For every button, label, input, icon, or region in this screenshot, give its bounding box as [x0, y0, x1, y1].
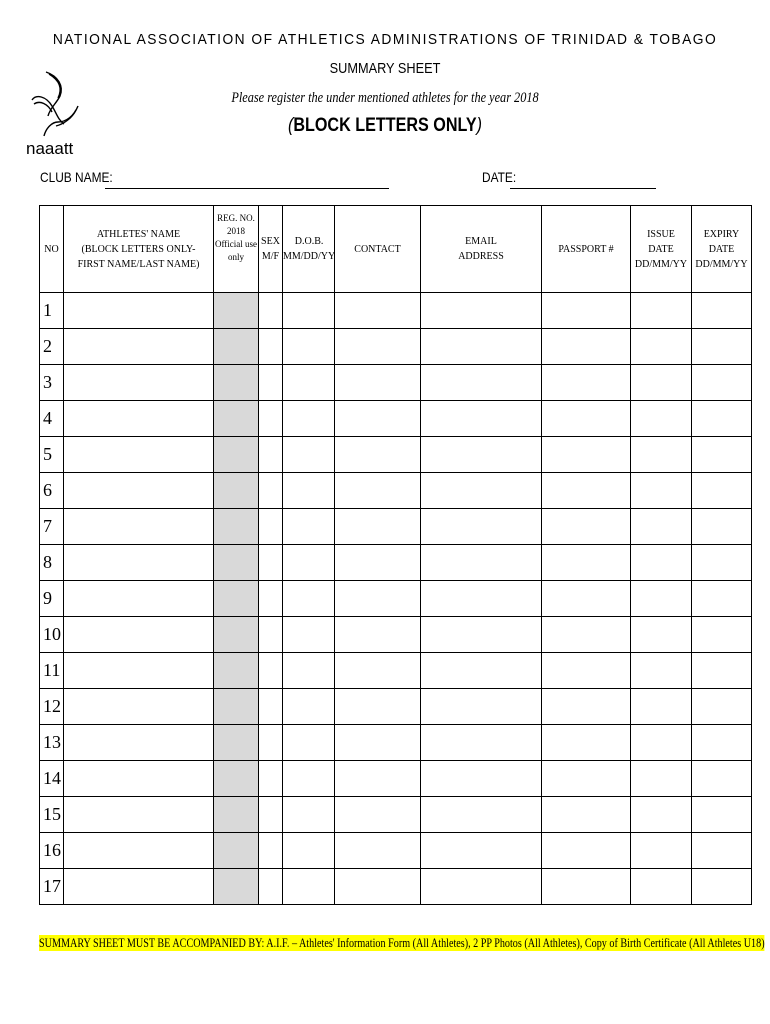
- sex-cell[interactable]: [259, 581, 283, 617]
- reg-no-cell: [214, 725, 259, 761]
- row-number: 10: [40, 617, 64, 653]
- email-cell[interactable]: [421, 725, 542, 761]
- reg-no-cell: [214, 761, 259, 797]
- contact-cell[interactable]: [335, 653, 421, 689]
- header-issue-date-text: ISSUE DATE DD/MM/YY: [634, 228, 688, 270]
- reg-no-cell: [214, 545, 259, 581]
- passport-cell[interactable]: [542, 293, 631, 329]
- contact-cell[interactable]: [335, 509, 421, 545]
- issue-date-cell[interactable]: [631, 869, 692, 905]
- expiry-date-cell[interactable]: [692, 545, 752, 581]
- email-cell[interactable]: [421, 293, 542, 329]
- dob-cell[interactable]: [283, 509, 335, 545]
- contact-cell[interactable]: [335, 797, 421, 833]
- contact-cell[interactable]: [335, 581, 421, 617]
- header-reg-no: [214, 206, 259, 293]
- issue-date-cell[interactable]: [631, 545, 692, 581]
- email-cell[interactable]: [421, 761, 542, 797]
- table-row: [40, 761, 752, 797]
- reg-no-cell: [214, 869, 259, 905]
- contact-cell[interactable]: [335, 833, 421, 869]
- row-number: 15: [40, 797, 64, 833]
- expiry-date-cell[interactable]: [692, 653, 752, 689]
- email-cell[interactable]: [421, 869, 542, 905]
- passport-cell[interactable]: [542, 761, 631, 797]
- issue-date-cell[interactable]: [631, 725, 692, 761]
- sex-cell[interactable]: [259, 869, 283, 905]
- athlete-name-cell[interactable]: [64, 509, 214, 545]
- email-cell[interactable]: [421, 797, 542, 833]
- email-cell[interactable]: [421, 401, 542, 437]
- issue-date-cell[interactable]: [631, 617, 692, 653]
- contact-cell[interactable]: [335, 473, 421, 509]
- passport-cell[interactable]: [542, 725, 631, 761]
- roster-body: [40, 293, 752, 905]
- issue-date-cell[interactable]: [631, 437, 692, 473]
- contact-cell[interactable]: [335, 437, 421, 473]
- email-cell[interactable]: [421, 581, 542, 617]
- expiry-date-cell[interactable]: [692, 833, 752, 869]
- passport-cell[interactable]: [542, 653, 631, 689]
- table-row: [40, 725, 752, 761]
- row-number: 6: [40, 473, 64, 509]
- contact-cell[interactable]: [335, 365, 421, 401]
- athlete-name-cell[interactable]: [64, 689, 214, 725]
- header-email-text: EMAIL ADDRESS: [458, 236, 504, 262]
- reg-no-cell: [214, 797, 259, 833]
- athlete-name-cell[interactable]: [64, 725, 214, 761]
- sex-cell[interactable]: [259, 617, 283, 653]
- expiry-date-cell[interactable]: [692, 869, 752, 905]
- header-passport-text: PASSPORT #: [558, 243, 614, 255]
- dob-cell[interactable]: [283, 833, 335, 869]
- dob-cell[interactable]: [283, 617, 335, 653]
- registration-instruction: Please register the under mentioned athletes for the year 2018: [231, 90, 539, 106]
- sex-cell[interactable]: [259, 293, 283, 329]
- table-row: [40, 869, 752, 905]
- table-row: [40, 617, 752, 653]
- athlete-name-cell[interactable]: [64, 545, 214, 581]
- expiry-date-cell[interactable]: [692, 761, 752, 797]
- reg-no-cell: [214, 401, 259, 437]
- table-row: [40, 329, 752, 365]
- sex-cell[interactable]: [259, 509, 283, 545]
- sex-cell[interactable]: [259, 725, 283, 761]
- passport-cell[interactable]: [542, 689, 631, 725]
- sex-cell[interactable]: [259, 401, 283, 437]
- athlete-name-cell[interactable]: [64, 797, 214, 833]
- sex-cell[interactable]: [259, 365, 283, 401]
- row-number: 8: [40, 545, 64, 581]
- email-cell[interactable]: [421, 545, 542, 581]
- sex-cell[interactable]: [259, 797, 283, 833]
- sheet-title: SUMMARY SHEET: [329, 60, 441, 77]
- table-row: [40, 545, 752, 581]
- sex-cell[interactable]: [259, 545, 283, 581]
- expiry-date-cell[interactable]: [692, 401, 752, 437]
- email-cell[interactable]: [421, 689, 542, 725]
- row-number: 16: [40, 833, 64, 869]
- issue-date-cell[interactable]: [631, 365, 692, 401]
- reg-no-cell: [214, 833, 259, 869]
- expiry-date-cell[interactable]: [692, 329, 752, 365]
- contact-cell[interactable]: [335, 725, 421, 761]
- dob-cell[interactable]: [283, 581, 335, 617]
- dob-cell[interactable]: [283, 653, 335, 689]
- passport-cell[interactable]: [542, 401, 631, 437]
- expiry-date-cell[interactable]: [692, 725, 752, 761]
- row-number: 12: [40, 689, 64, 725]
- header-reg-no-text: REG. NO. 2018 Official use only: [214, 213, 258, 262]
- date-label: DATE:: [482, 169, 517, 185]
- sex-cell[interactable]: [259, 653, 283, 689]
- row-number: 7: [40, 509, 64, 545]
- block-letters-note: [58, 115, 713, 137]
- reg-no-cell: [214, 689, 259, 725]
- passport-cell[interactable]: [542, 869, 631, 905]
- expiry-date-cell[interactable]: [692, 689, 752, 725]
- expiry-date-cell[interactable]: [692, 473, 752, 509]
- header-contact-text: CONTACT: [354, 243, 401, 255]
- header-expiry-date: [692, 206, 752, 293]
- email-cell[interactable]: [421, 329, 542, 365]
- sex-cell[interactable]: [259, 437, 283, 473]
- email-cell[interactable]: [421, 653, 542, 689]
- sex-cell[interactable]: [259, 329, 283, 365]
- passport-cell[interactable]: [542, 581, 631, 617]
- header-contact: [335, 206, 421, 293]
- expiry-date-cell[interactable]: [692, 581, 752, 617]
- contact-cell[interactable]: [335, 689, 421, 725]
- contact-cell[interactable]: [335, 545, 421, 581]
- header-passport: [542, 206, 631, 293]
- dob-cell[interactable]: [283, 329, 335, 365]
- reg-no-cell: [214, 365, 259, 401]
- athlete-name-cell[interactable]: [64, 401, 214, 437]
- passport-cell[interactable]: [542, 509, 631, 545]
- email-cell[interactable]: [421, 617, 542, 653]
- passport-cell[interactable]: [542, 797, 631, 833]
- block-note-text: BLOCK LETTERS ONLY: [293, 115, 477, 136]
- row-number: 1: [40, 293, 64, 329]
- issue-date-cell[interactable]: [631, 653, 692, 689]
- athlete-name-cell[interactable]: [64, 365, 214, 401]
- expiry-date-cell[interactable]: [692, 617, 752, 653]
- contact-cell[interactable]: [335, 293, 421, 329]
- header-email: [421, 206, 542, 293]
- sex-cell[interactable]: [259, 761, 283, 797]
- header-sex: [259, 206, 283, 293]
- athlete-name-cell[interactable]: [64, 833, 214, 869]
- issue-date-cell[interactable]: [631, 509, 692, 545]
- sex-cell[interactable]: [259, 833, 283, 869]
- passport-cell[interactable]: [542, 365, 631, 401]
- passport-cell[interactable]: [542, 833, 631, 869]
- reg-no-cell: [214, 617, 259, 653]
- email-cell[interactable]: [421, 437, 542, 473]
- contact-cell[interactable]: [335, 869, 421, 905]
- athlete-name-cell[interactable]: [64, 869, 214, 905]
- athlete-name-cell[interactable]: [64, 581, 214, 617]
- table-row: [40, 581, 752, 617]
- row-number: 13: [40, 725, 64, 761]
- dob-cell[interactable]: [283, 293, 335, 329]
- row-number: 11: [40, 653, 64, 689]
- header-dob-text: D.O.B. MM/DD/YY: [283, 236, 336, 262]
- expiry-date-cell[interactable]: [692, 437, 752, 473]
- club-name-field[interactable]: [105, 188, 389, 189]
- dob-cell[interactable]: [283, 365, 335, 401]
- block-note-close-paren: ): [476, 115, 483, 136]
- athlete-name-cell[interactable]: [64, 617, 214, 653]
- issue-date-cell[interactable]: [631, 797, 692, 833]
- dob-cell[interactable]: [283, 401, 335, 437]
- header-athlete-name: [64, 206, 214, 293]
- contact-cell[interactable]: [335, 761, 421, 797]
- logo-text: naaatt: [26, 139, 74, 158]
- table-row: [40, 293, 752, 329]
- athlete-name-cell[interactable]: [64, 761, 214, 797]
- table-row: [40, 509, 752, 545]
- issue-date-cell[interactable]: [631, 401, 692, 437]
- athlete-name-cell[interactable]: [64, 653, 214, 689]
- dob-cell[interactable]: [283, 437, 335, 473]
- athlete-roster-table: [39, 205, 752, 905]
- table-row: [40, 437, 752, 473]
- issue-date-cell[interactable]: [631, 293, 692, 329]
- athlete-name-cell[interactable]: [64, 473, 214, 509]
- athlete-name-cell[interactable]: [64, 293, 214, 329]
- email-cell[interactable]: [421, 833, 542, 869]
- table-row: [40, 473, 752, 509]
- row-number: 4: [40, 401, 64, 437]
- row-number: 5: [40, 437, 64, 473]
- issue-date-cell[interactable]: [631, 833, 692, 869]
- reg-no-cell: [214, 437, 259, 473]
- dob-cell[interactable]: [283, 797, 335, 833]
- athlete-name-cell[interactable]: [64, 437, 214, 473]
- passport-cell[interactable]: [542, 329, 631, 365]
- issue-date-cell[interactable]: [631, 761, 692, 797]
- row-number: 3: [40, 365, 64, 401]
- reg-no-cell: [214, 329, 259, 365]
- date-field[interactable]: [510, 188, 656, 189]
- email-cell[interactable]: [421, 365, 542, 401]
- reg-no-cell: [214, 581, 259, 617]
- dob-cell[interactable]: [283, 545, 335, 581]
- reg-no-cell: [214, 509, 259, 545]
- issue-date-cell[interactable]: [631, 473, 692, 509]
- table-row: [40, 689, 752, 725]
- expiry-date-cell[interactable]: [692, 365, 752, 401]
- passport-cell[interactable]: [542, 473, 631, 509]
- header-dob: [283, 206, 335, 293]
- email-cell[interactable]: [421, 509, 542, 545]
- athlete-name-cell[interactable]: [64, 329, 214, 365]
- organization-name: NATIONAL ASSOCIATION OF ATHLETICS ADMINISTRATIONS OF TRINIDAD & TOBAGO: [52, 31, 718, 48]
- issue-date-cell[interactable]: [631, 581, 692, 617]
- dob-cell[interactable]: [283, 869, 335, 905]
- header-athlete-name-text: ATHLETES' NAME (BLOCK LETTERS ONLY- FIRST NAME/LAST NAME): [77, 228, 200, 270]
- contact-cell[interactable]: [335, 329, 421, 365]
- sex-cell[interactable]: [259, 689, 283, 725]
- expiry-date-cell[interactable]: [692, 797, 752, 833]
- table-row: [40, 797, 752, 833]
- email-cell[interactable]: [421, 473, 542, 509]
- reg-no-cell: [214, 293, 259, 329]
- reg-no-cell: [214, 653, 259, 689]
- header-no-text: NO: [44, 243, 59, 255]
- row-number: 2: [40, 329, 64, 365]
- sex-cell[interactable]: [259, 473, 283, 509]
- accompaniment-requirements-note: SUMMARY SHEET MUST BE ACCOMPANIED BY: A.I.F. – Athletes' Information Form (All Athletes), 2 PP Photos (All Athletes), Copy of Birth Certificate (All Athletes U18): [39, 935, 765, 950]
- table-row: [40, 833, 752, 869]
- header-expiry-date-text: EXPIRY DATE DD/MM/YY: [695, 228, 748, 270]
- expiry-date-cell[interactable]: [692, 509, 752, 545]
- table-row: [40, 365, 752, 401]
- passport-cell[interactable]: [542, 437, 631, 473]
- dob-cell[interactable]: [283, 473, 335, 509]
- passport-cell[interactable]: [542, 545, 631, 581]
- reg-no-cell: [214, 473, 259, 509]
- row-number: 17: [40, 869, 64, 905]
- contact-cell[interactable]: [335, 401, 421, 437]
- expiry-date-cell[interactable]: [692, 293, 752, 329]
- header-issue-date: [631, 206, 692, 293]
- table-row: [40, 653, 752, 689]
- header-no: [40, 206, 64, 293]
- block-note-open-paren: (: [287, 115, 294, 136]
- dob-cell[interactable]: [283, 689, 335, 725]
- dob-cell[interactable]: [283, 761, 335, 797]
- contact-cell[interactable]: [335, 617, 421, 653]
- table-header-row: [40, 206, 752, 293]
- row-number: 9: [40, 581, 64, 617]
- issue-date-cell[interactable]: [631, 329, 692, 365]
- table-row: [40, 401, 752, 437]
- club-name-label: CLUB NAME:: [40, 169, 113, 185]
- header-sex-text: SEX M/F: [261, 236, 280, 262]
- passport-cell[interactable]: [542, 617, 631, 653]
- issue-date-cell[interactable]: [631, 689, 692, 725]
- dob-cell[interactable]: [283, 725, 335, 761]
- row-number: 14: [40, 761, 64, 797]
